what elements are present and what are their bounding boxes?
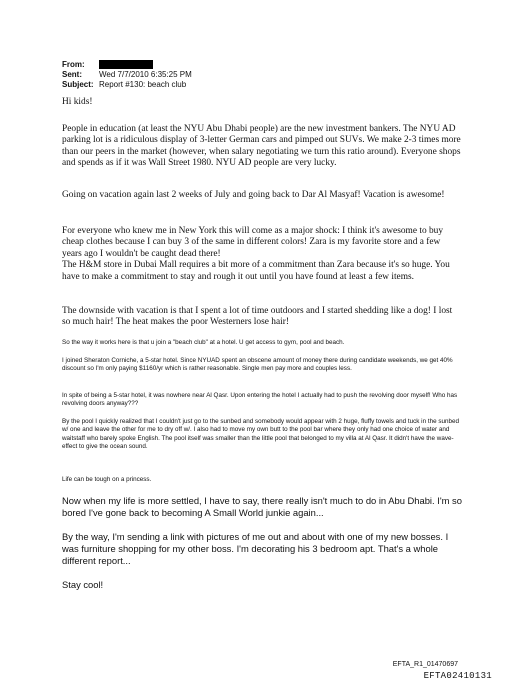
- large-paragraph-1: [62, 495, 462, 519]
- sign-off: [62, 579, 462, 591]
- small-paragraph-3: [62, 392, 462, 409]
- sign-off-text: Stay cool!: [62, 579, 104, 590]
- footer-id-2: EFTA02410131: [423, 671, 492, 681]
- paragraph-4-text: The downside with vacation is that I spent a lot of time outdoors and I started shedding like a dog! I lost so much hair! The heat makes the poor Westerners lose hair!: [62, 306, 453, 328]
- paragraph-3: [62, 226, 462, 283]
- small-paragraph-5-text: Life can be tough on a princess.: [62, 476, 152, 483]
- subject-value: Report #130: beach club: [99, 80, 187, 89]
- paragraph-3b-text: The H&M store in Dubai Mall requires a bit more of a commitment than Zara because it's so huge. You have to make a commitment to stay and rough it out until you have found at least a few items.: [62, 260, 450, 282]
- redaction-box: [99, 60, 153, 69]
- small-paragraph-5: [62, 476, 462, 484]
- large-paragraph-1-text: Now when my life is more settled, I have to say, there really isn't much to do in Abu Dhabi. I'm so bored I've gone back to becoming A Small World junkie again...: [62, 495, 462, 519]
- small-paragraph-1: [62, 339, 462, 347]
- from-label: From:: [62, 60, 85, 69]
- large-paragraph-2-text: By the way, I'm sending a link with pictures of me out and about with one of my new bosses. I was furniture shopping for my other boss. I'm decorating his 3 bedroom apt. That's a whole different report...: [62, 531, 449, 567]
- footer-id-1: EFTA_R1_01470697: [392, 661, 458, 668]
- small-paragraph-3-text: In spite of being a 5-star hotel, it was nowhere near Al Qasr. Upon entering the hotel I actually had to push the revolving door myself! Who has revolving doors anyway???: [62, 392, 458, 408]
- small-paragraph-4: [62, 418, 462, 452]
- small-paragraph-4-text: By the pool I quickly realized that I couldn't just go to the sunbed and somebody would appear with 2 huge, fluffy towels and tuck in the sunbed w/ one and leave the other for me to dry off w/. I also had to move my own butt to the pool bar where they only had one choice of water and waitstaff who barely spoke English. The pool itself was smaller than the little pool that belonged to my villa at Al Qasr. It didn't have the wave-effect to give the ocean sound.: [62, 418, 459, 451]
- greeting: [62, 97, 462, 108]
- paragraph-3a-text: For everyone who knew me in New York this will come as a major shock: I think it's awesome to buy cheap clothes because I can buy 3 of the same in different colors! Zara is my favorite store and a few years ago I wouldn't be caught dead there!: [62, 226, 444, 259]
- paragraph-1-text: People in education (at least the NYU Abu Dhabi people) are the new investment bankers. The NYU AD parking lot is a ridiculous display of 3-letter German cars and pimped out SUVs. We make 2-3 times more than our peers in the market (however, when salary negotiating we turn this ratio around). Everyone shops and spends as if it was Wall Street 1980. NYU AD people are very lucky.: [62, 124, 461, 169]
- greeting-text: Hi kids!: [62, 97, 93, 107]
- small-paragraph-2-text: I joined Sheraton Corniche, a 5-star hotel. Since NYUAD spent an obscene amount of money there during candidate weekends, we get 40% discount so I'm only paying $1160/yr which is rather reasonable. Single men pay more and couples less.: [62, 357, 453, 373]
- small-paragraph-1-text: So the way it works here is that u join a "beach club" at a hotel. U get access to gym, pool and beach.: [62, 339, 345, 346]
- email-header: [62, 60, 482, 90]
- paragraph-2: [62, 190, 462, 201]
- from-value: [99, 60, 482, 70]
- paragraph-1: [62, 124, 462, 170]
- subject-label: Subject:: [62, 80, 94, 89]
- sent-row: [62, 70, 482, 80]
- small-paragraph-2: [62, 357, 462, 374]
- sent-value: Wed 7/7/2010 6:35:25 PM: [99, 70, 192, 79]
- from-row: [62, 60, 482, 70]
- subject-row: [62, 80, 482, 90]
- paragraph-4: [62, 306, 462, 329]
- large-paragraph-2: [62, 531, 462, 568]
- sent-label: Sent:: [62, 70, 82, 79]
- paragraph-2-text: Going on vacation again last 2 weeks of July and going back to Dar Al Masyaf! Vacation is awesome!: [62, 190, 445, 200]
